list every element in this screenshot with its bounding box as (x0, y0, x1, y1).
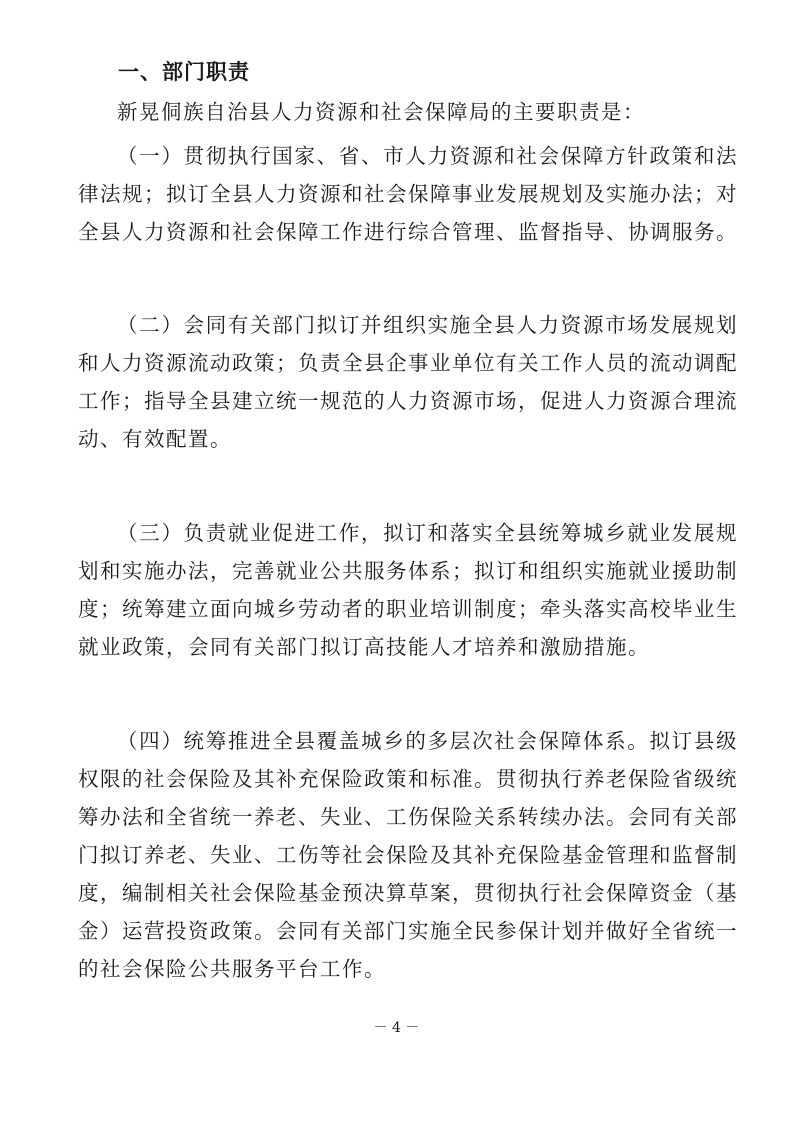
duty-paragraph-3: （三）负责就业促进工作，拟订和落实全县统筹城乡就业发展规划和实施办法，完善就业公共服务体系；拟订和组织实施就业援助制度；统筹建立面向城乡劳动者的职业培训制度；牵头落实高校毕业生就业政策，会同有关部门拟订高技能人才培养和激励措施。 (78, 521, 738, 659)
duty-paragraph-1: （一）贯彻执行国家、省、市人力资源和社会保障方针政策和法律法规；拟订全县人力资源和社会保障事业发展规划及实施办法；对全县人力资源和社会保障工作进行综合管理、监督指导、协调服务。 (78, 144, 738, 244)
duty-paragraph-4: （四）统筹推进全县覆盖城乡的多层次社会保障体系。拟订县级权限的社会保险及其补充保险政策和标准。贯彻执行养老保险省级统筹办法和全省统一养老、失业、工伤保险关系转续办法。会同有关部门拟订养老、失业、工伤等社会保险及其补充保险基金管理和监督制度，编制相关社会保险基金预决算草案，贯彻执行社会保障资金（基金）运营投资政策。会同有关部门实施全民参保计划并做好全省统一的社会保险公共服务平台工作。 (78, 729, 738, 981)
section-heading: 一、部门职责 (118, 60, 250, 84)
duty-paragraph-2: （二）会同有关部门拟订并组织实施全县人力资源市场发展规划和人力资源流动政策；负责全县企事业单位有关工作人员的流动调配工作；指导全县建立统一规范的人力资源市场，促进人力资源合理流动、有效配置。 (78, 313, 738, 451)
page-number: － 4 － (373, 1020, 420, 1036)
intro-text: 新晃侗族自治县人力资源和社会保障局的主要职责是： (117, 100, 645, 124)
